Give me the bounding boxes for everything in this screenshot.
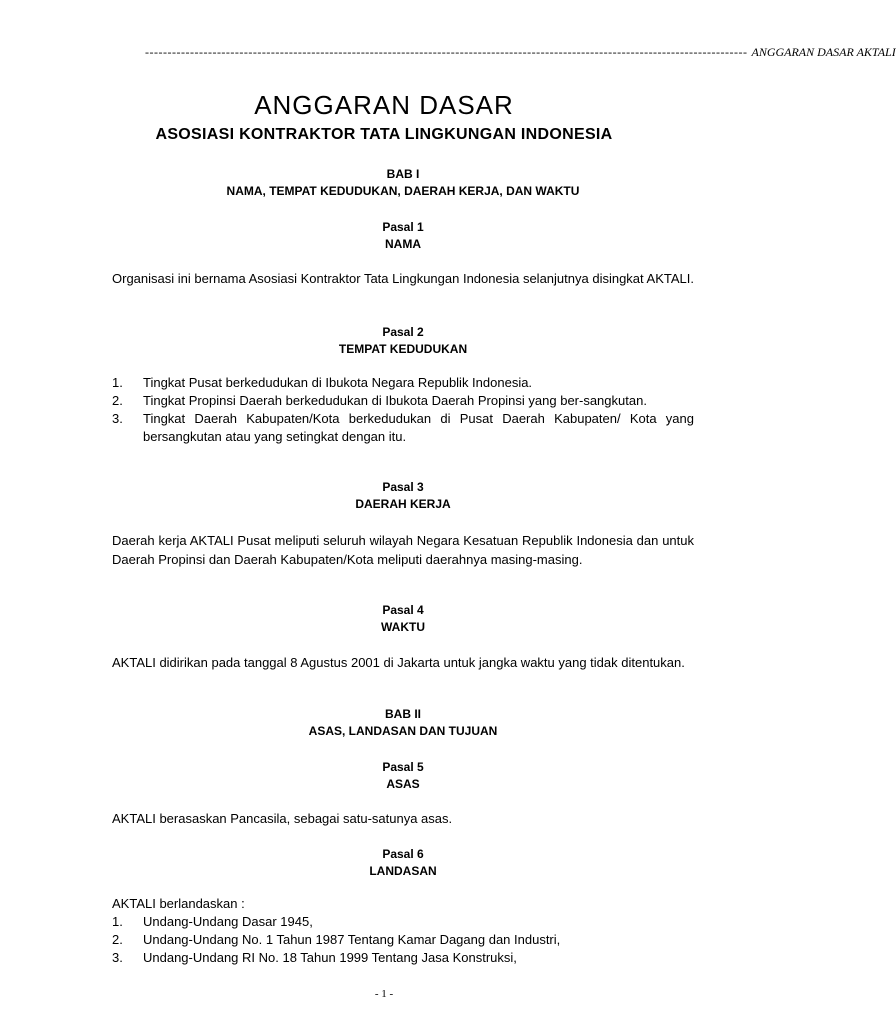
pasal-3-title: DAERAH KERJA [355,497,451,511]
page-number: - 1 - [374,988,394,1000]
pasal-6-list [112,913,694,967]
pasal-6-intro: AKTALI berlandaskan : [112,896,245,911]
list-item [112,949,694,967]
pasal-1-title: NAMA [385,237,421,251]
bab-2-label: BAB II [385,707,421,721]
header-dashes: -------------------------------------------------------------------------------------------------------------------------------------- [145,45,748,59]
running-header [145,45,896,60]
pasal-4-title: WAKTU [381,620,425,634]
list-item-number: 3. [112,411,123,426]
list-item-text: Tingkat Daerah Kabupaten/Kota berkedudukan di Pusat Daerah Kabupaten/ Kota yang bersangkutan atau yang setingkat dengan itu. [143,411,694,444]
bab-1-title: NAMA, TEMPAT KEDUDUKAN, DAERAH KERJA, DAN WAKTU [226,184,580,198]
list-item [112,410,694,446]
document-subtitle: ASOSIASI KONTRAKTOR TATA LINGKUNGAN INDONESIA [155,126,613,143]
list-item [112,392,694,410]
pasal-6-title: LANDASAN [369,864,437,878]
list-item-text: Undang-Undang Dasar 1945, [143,914,313,929]
list-item-text: Undang-Undang No. 1 Tahun 1987 Tentang Kamar Dagang dan Industri, [143,932,561,947]
bab-1-label: BAB I [386,167,420,181]
list-item-text: Undang-Undang RI No. 18 Tahun 1999 Tentang Jasa Konstruksi, [143,950,517,965]
document-title: ANGGARAN DASAR [254,90,514,120]
list-item-number: 1. [112,914,123,929]
list-item [112,374,694,392]
pasal-5-text: AKTALI berasaskan Pancasila, sebagai satu-satunya asas. [112,811,453,826]
pasal-2-label: Pasal 2 [382,325,424,339]
list-item [112,931,694,949]
pasal-5-label: Pasal 5 [382,760,424,774]
bab-2-title: ASAS, LANDASAN DAN TUJUAN [308,724,498,738]
list-item-number: 2. [112,393,123,408]
pasal-2-title: TEMPAT KEDUDUKAN [338,342,468,356]
list-item [112,913,694,931]
list-item-number: 3. [112,950,123,965]
list-item-text: Tingkat Propinsi Daerah berkedudukan di Ibukota Daerah Propinsi yang ber-sangkutan. [143,393,647,408]
pasal-2-list [112,374,694,446]
pasal-3-label: Pasal 3 [382,480,424,494]
pasal-3-text: Daerah kerja AKTALI Pusat meliputi seluruh wilayah Negara Kesatuan Republik Indonesia dan untuk Daerah Propinsi dan Daerah Kabupaten/Kota meliputi daerahnya masing-masing. [112,533,694,567]
header-text: ANGGARAN DASAR AKTALI [751,45,896,59]
list-item-number: 2. [112,932,123,947]
pasal-1-text: Organisasi ini bernama Asosiasi Kontraktor Tata Lingkungan Indonesia selanjutnya disingkat AKTALI. [112,271,694,286]
pasal-4-text: AKTALI didirikan pada tanggal 8 Agustus 2001 di Jakarta untuk jangka waktu yang tidak ditentukan. [112,655,685,670]
list-item-number: 1. [112,375,123,390]
pasal-6-label: Pasal 6 [382,847,424,861]
list-item-text: Tingkat Pusat berkedudukan di Ibukota Negara Republik Indonesia. [143,375,533,390]
pasal-4-label: Pasal 4 [382,603,424,617]
pasal-5-title: ASAS [386,777,420,791]
pasal-1-label: Pasal 1 [382,220,424,234]
